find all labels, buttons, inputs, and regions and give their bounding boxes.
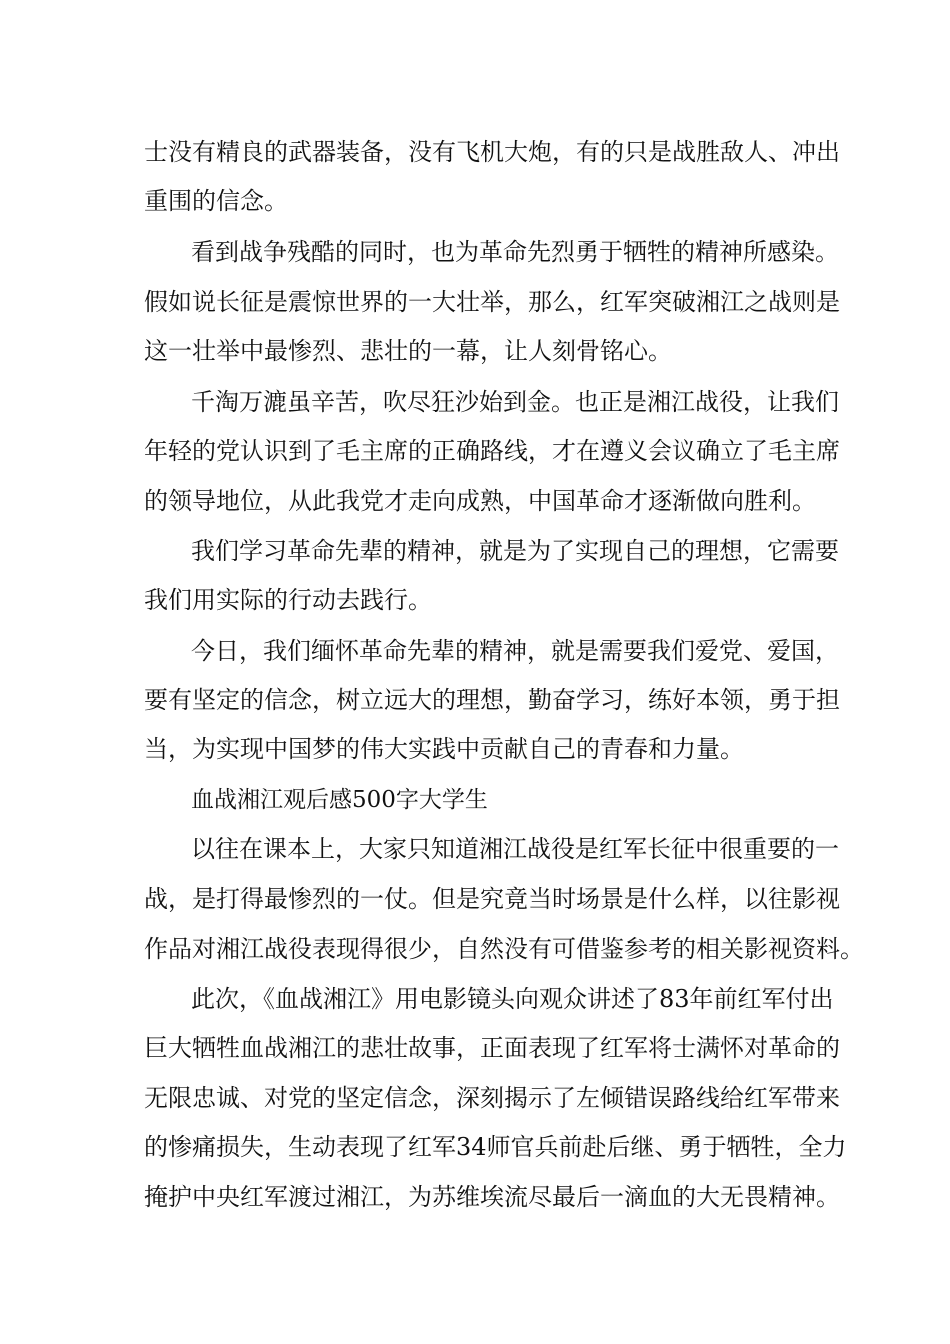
text-line: 巨大牺牲血战湘江的悲壮故事，正面表现了红军将士满怀对革命的 [144, 1034, 840, 1062]
paragraph-first-line: 我们学习革命先辈的精神，就是为了实现自己的理想，它需要 [191, 537, 839, 565]
paragraph-first-line: 看到战争残酷的同时，也为革命先烈勇于牺牲的精神所感染。 [191, 238, 839, 266]
text-line: 士没有精良的武器装备，没有飞机大炮，有的只是战胜敌人、冲出 [144, 138, 840, 166]
paragraph-first-line: 此次，《血战湘江》用电影镜头向观众讲述了83年前红军付出 [191, 985, 834, 1013]
text-line: 要有坚定的信念，树立远大的理想，勤奋学习，练好本领，勇于担 [144, 686, 840, 714]
text-line: 战，是打得最惨烈的一仗。但是究竟当时场景是什么样，以往影视 [144, 885, 840, 913]
text-line: 这一壮举中最惨烈、悲壮的一幕，让人刻骨铭心。 [144, 337, 672, 365]
section-title: 血战湘江观后感500字大学生 [191, 787, 488, 813]
text-line: 的惨痛损失，生动表现了红军34师官兵前赴后继、勇于牺牲，全力 [144, 1133, 847, 1161]
text-line: 的领导地位，从此我党才走向成熟，中国革命才逐渐做向胜利。 [144, 487, 816, 515]
text-line: 年轻的党认识到了毛主席的正确路线，才在遵义会议确立了毛主席 [144, 437, 840, 465]
text-line: 假如说长征是震惊世界的一大壮举，那么，红军突破湘江之战则是 [144, 288, 840, 316]
text-line: 作品对湘江战役表现得很少，自然没有可借鉴参考的相关影视资料。 [144, 935, 864, 963]
text-line: 重围的信念。 [144, 187, 288, 215]
paragraph-first-line: 千淘万漉虽辛苦，吹尽狂沙始到金。也正是湘江战役，让我们 [191, 388, 839, 416]
text-line: 当，为实现中国梦的伟大实践中贡献自己的青春和力量。 [144, 735, 744, 763]
text-line: 掩护中央红军渡过湘江，为苏维埃流尽最后一滴血的大无畏精神。 [144, 1183, 840, 1211]
paragraph-first-line: 以往在课本上，大家只知道湘江战役是红军长征中很重要的一 [191, 835, 839, 863]
text-line: 我们用实际的行动去践行。 [144, 586, 432, 614]
paragraph-first-line: 今日，我们缅怀革命先辈的精神，就是需要我们爱党、爱国， [191, 637, 839, 665]
text-line: 无限忠诚、对党的坚定信念，深刻揭示了左倾错误路线给红军带来 [144, 1084, 840, 1112]
